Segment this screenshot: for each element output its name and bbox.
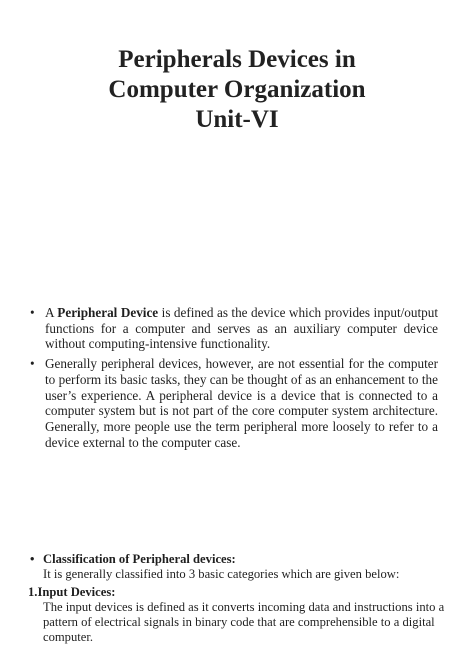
bullet-definition [28,305,438,352]
input-devices-body: The input devices is defined as it converts incoming data and instructions into a pattern of electrical signals in binary code that are comprehensible to a digital computer. [43,600,445,644]
bullet-explanation [28,356,438,450]
classification-section [28,552,448,582]
title-line-2: Computer Organization [108,76,366,103]
bullet-list [28,305,438,454]
classification-body: It is generally classified into 3 basic categories which are given below: [43,567,400,581]
input-devices-section [28,585,448,645]
title-line-3: Unit-VI [195,106,279,133]
input-devices-heading: 1.Input Devices: [28,585,116,599]
bullet-definition-prefix: A [45,305,58,320]
slide-title [0,45,474,135]
classification-heading: • Classification of Peripheral devices: [28,552,448,567]
bullet-explanation-text: Generally peripheral devices, however, are not essential for the computer to perform its basic tasks, they can be thought of as an enhancement to the user’s experience. A peripheral device is a device that is connected to a computer system but is not part of the core computer system architecture. Generally, more people use the term peripheral more loosely to refer to a device external to the computer case. [45,356,438,450]
title-line-1: Peripherals Devices in [118,46,356,73]
peripheral-device-term: Peripheral Device [57,305,159,320]
bullet-definition-text: is defined as the device which provides input/output functions for a computer and serves as an auxiliary computer device without computing-intensive functionality. [45,305,439,352]
